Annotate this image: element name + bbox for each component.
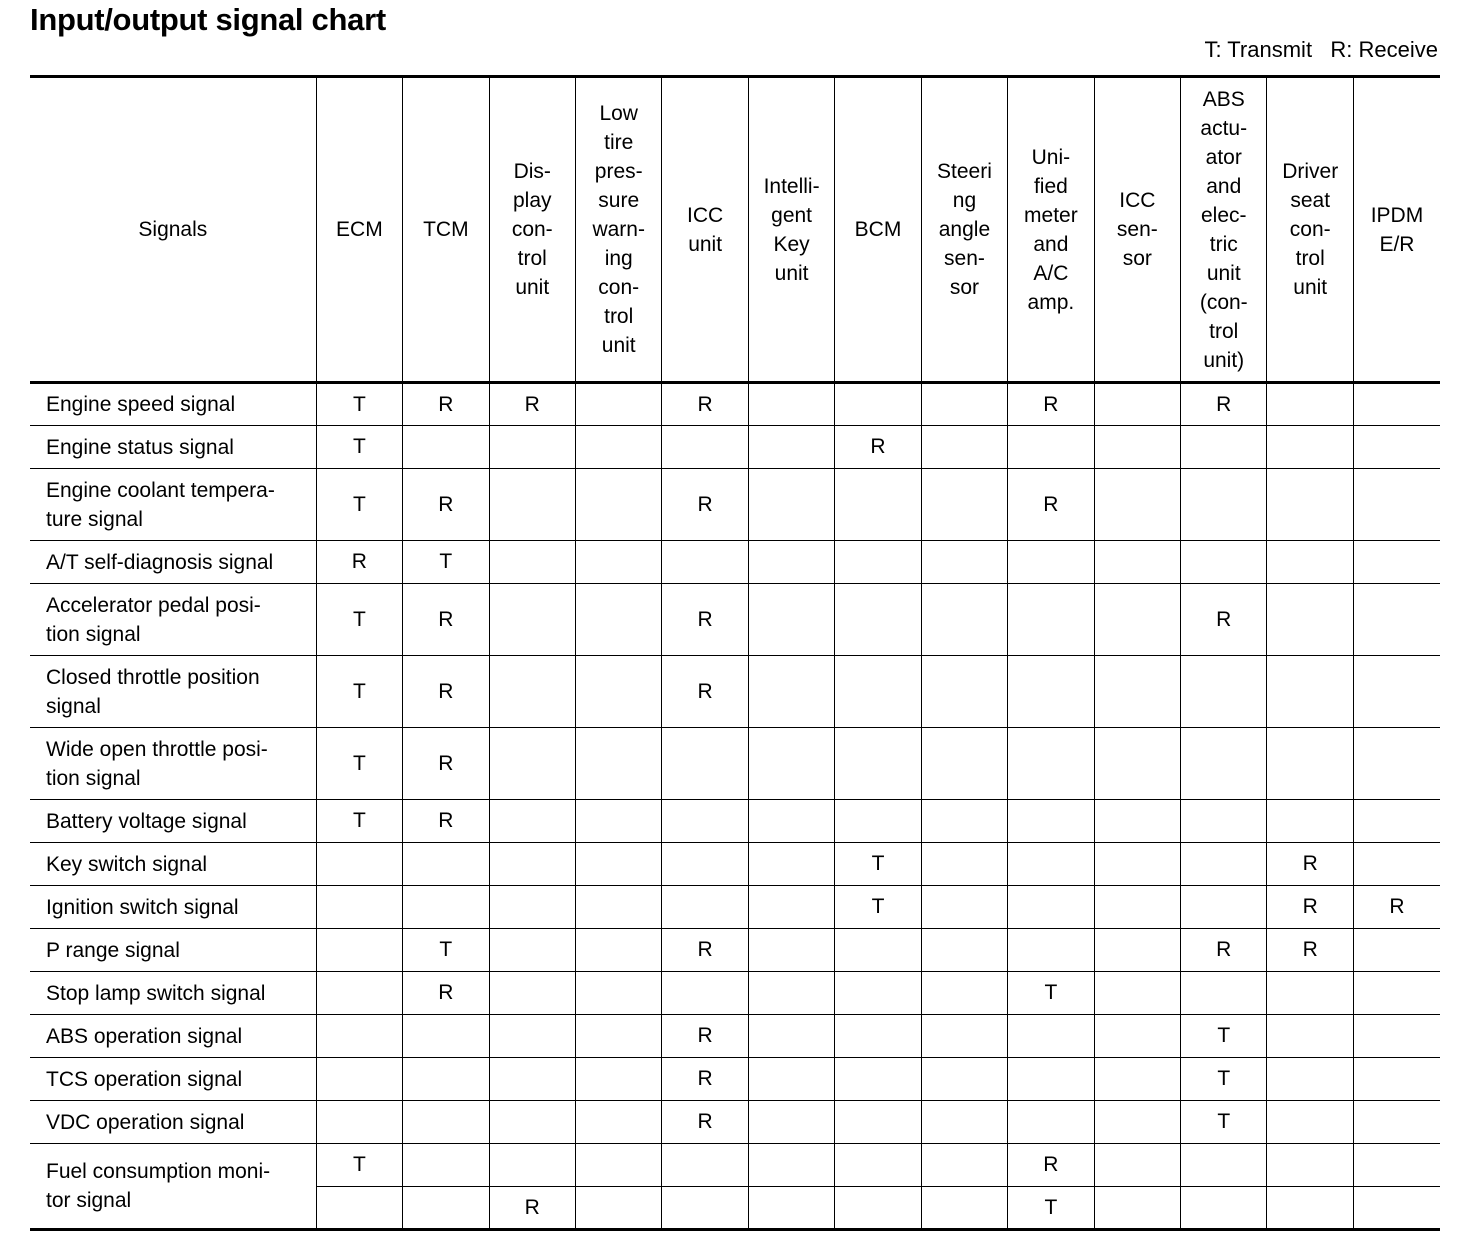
- signal-cell: [921, 1187, 1007, 1230]
- signal-cell: R: [316, 541, 402, 584]
- table-row: [30, 656, 1440, 728]
- signal-cell: [1267, 1187, 1353, 1230]
- signal-cell: [1353, 800, 1440, 843]
- signal-name: Battery voltage signal: [30, 800, 316, 843]
- signal-cell: [575, 541, 661, 584]
- signal-cell: [835, 800, 921, 843]
- signal-cell: R: [662, 383, 748, 426]
- table-row: [30, 469, 1440, 541]
- column-header-tcm: TCM: [403, 77, 489, 383]
- signal-cell: [1267, 728, 1353, 800]
- signal-cell: [1267, 656, 1353, 728]
- signal-cell: R: [1267, 843, 1353, 886]
- signal-cell: [662, 800, 748, 843]
- signal-cell: R: [1181, 929, 1267, 972]
- signal-cell: T: [835, 886, 921, 929]
- signal-cell: [921, 1058, 1007, 1101]
- signal-cell: [316, 843, 402, 886]
- signal-cell: [575, 728, 661, 800]
- signal-cell: [1008, 728, 1094, 800]
- table-row: [30, 383, 1440, 426]
- signal-cell: [489, 843, 575, 886]
- signal-cell: R: [403, 383, 489, 426]
- signal-cell: [921, 656, 1007, 728]
- signal-name: Accelerator pedal posi- tion signal: [30, 584, 316, 656]
- signal-cell: T: [316, 800, 402, 843]
- page-title: Input/output signal chart: [30, 2, 386, 37]
- signal-cell: [575, 469, 661, 541]
- signal-cell: [1094, 1058, 1180, 1101]
- signal-cell: [921, 972, 1007, 1015]
- signal-cell: [575, 584, 661, 656]
- signal-cell: [1353, 656, 1440, 728]
- signal-cell: [575, 426, 661, 469]
- table-row: [30, 843, 1440, 886]
- signal-cell: [316, 886, 402, 929]
- signal-cell: T: [403, 541, 489, 584]
- signal-cell: [1353, 584, 1440, 656]
- signal-cell: [489, 1144, 575, 1187]
- column-header-display-control-unit: Dis- play con- trol unit: [489, 77, 575, 383]
- signal-cell: [1353, 541, 1440, 584]
- signal-cell: [662, 972, 748, 1015]
- signal-cell: [403, 1144, 489, 1187]
- signal-cell: [316, 929, 402, 972]
- signal-cell: [1267, 383, 1353, 426]
- signal-cell: R: [403, 800, 489, 843]
- signal-cell: [662, 728, 748, 800]
- table-row: [30, 426, 1440, 469]
- signal-cell: [1094, 929, 1180, 972]
- column-header-icc-unit: ICC unit: [662, 77, 748, 383]
- signal-cell: R: [662, 1101, 748, 1144]
- signal-cell: [748, 972, 834, 1015]
- signal-cell: [489, 886, 575, 929]
- signal-cell: R: [1008, 383, 1094, 426]
- signal-cell: [316, 1058, 402, 1101]
- signal-cell: [1008, 800, 1094, 843]
- signal-cell: R: [1353, 886, 1440, 929]
- signal-name: Ignition switch signal: [30, 886, 316, 929]
- signal-name: Wide open throttle posi- tion signal: [30, 728, 316, 800]
- signals-header: Signals: [30, 77, 316, 383]
- signal-cell: R: [662, 929, 748, 972]
- signal-cell: [575, 1144, 661, 1187]
- signal-cell: [921, 1101, 1007, 1144]
- signal-cell: [835, 656, 921, 728]
- table-row: [30, 1015, 1440, 1058]
- signal-cell: [1094, 1101, 1180, 1144]
- signal-cell: T: [316, 728, 402, 800]
- signal-cell: [1267, 469, 1353, 541]
- signal-cell: [1353, 728, 1440, 800]
- signal-name: ABS operation signal: [30, 1015, 316, 1058]
- signal-cell: [921, 426, 1007, 469]
- signal-cell: [1008, 929, 1094, 972]
- signal-cell: [575, 1187, 661, 1230]
- signal-cell: [489, 656, 575, 728]
- signal-cell: [748, 728, 834, 800]
- signal-cell: [1267, 1101, 1353, 1144]
- signal-cell: T: [316, 469, 402, 541]
- signal-cell: T: [316, 656, 402, 728]
- signal-cell: [662, 426, 748, 469]
- signal-cell: [1353, 1144, 1440, 1187]
- signal-cell: [1181, 656, 1267, 728]
- signal-cell: [575, 383, 661, 426]
- signal-cell: [1353, 469, 1440, 541]
- signal-cell: [1094, 584, 1180, 656]
- signal-cell: [1094, 1015, 1180, 1058]
- signal-cell: [921, 469, 1007, 541]
- signal-cell: [1094, 843, 1180, 886]
- signal-cell: [748, 1144, 834, 1187]
- signal-cell: [1094, 656, 1180, 728]
- signal-cell: [662, 843, 748, 886]
- signal-cell: [748, 1101, 834, 1144]
- signal-cell: [1181, 1144, 1267, 1187]
- signal-cell: R: [1008, 1144, 1094, 1187]
- signal-cell: [575, 800, 661, 843]
- signal-cell: [1181, 843, 1267, 886]
- signal-cell: [1267, 1058, 1353, 1101]
- signal-name: Engine speed signal: [30, 383, 316, 426]
- signal-cell: [921, 886, 1007, 929]
- signal-cell: [403, 1187, 489, 1230]
- signal-name: Engine status signal: [30, 426, 316, 469]
- signal-cell: [1181, 541, 1267, 584]
- signal-cell: [575, 843, 661, 886]
- signal-cell: [1181, 800, 1267, 843]
- signal-cell: [489, 1101, 575, 1144]
- column-header-bcm: BCM: [835, 77, 921, 383]
- signal-cell: [748, 469, 834, 541]
- signal-cell: T: [316, 1144, 402, 1187]
- signal-cell: [1008, 886, 1094, 929]
- signal-cell: [316, 1187, 402, 1230]
- signal-cell: [1353, 1187, 1440, 1230]
- column-header-icc-sensor: ICC sen- sor: [1094, 77, 1180, 383]
- signal-cell: [748, 843, 834, 886]
- signal-cell: [1008, 1015, 1094, 1058]
- signal-cell: R: [403, 584, 489, 656]
- signal-cell: T: [1181, 1058, 1267, 1101]
- legend: T: Transmit R: Receive: [1204, 37, 1438, 62]
- signal-cell: [921, 1144, 1007, 1187]
- signal-cell: [1008, 1101, 1094, 1144]
- signal-cell: T: [316, 584, 402, 656]
- signal-cell: [748, 584, 834, 656]
- column-header-driver-seat-control-unit: Driver seat con- trol unit: [1267, 77, 1353, 383]
- signal-cell: [748, 426, 834, 469]
- signal-cell: [489, 972, 575, 1015]
- column-header-intelligent-key-unit: Intelli- gent Key unit: [748, 77, 834, 383]
- signal-cell: [662, 1144, 748, 1187]
- signal-cell: [1353, 972, 1440, 1015]
- signal-cell: R: [1267, 886, 1353, 929]
- signal-cell: [403, 886, 489, 929]
- signal-cell: [489, 584, 575, 656]
- signal-cell: [1267, 584, 1353, 656]
- column-header-ecm: ECM: [316, 77, 402, 383]
- signal-cell: [748, 1015, 834, 1058]
- signal-cell: [921, 1015, 1007, 1058]
- signal-cell: R: [489, 383, 575, 426]
- signal-cell: [316, 972, 402, 1015]
- signal-cell: [403, 1015, 489, 1058]
- signal-cell: [835, 929, 921, 972]
- signal-cell: R: [662, 1058, 748, 1101]
- signal-cell: R: [835, 426, 921, 469]
- signal-cell: [835, 1101, 921, 1144]
- signal-cell: R: [489, 1187, 575, 1230]
- signal-cell: [1267, 426, 1353, 469]
- signal-cell: R: [1181, 383, 1267, 426]
- table-row: [30, 541, 1440, 584]
- signal-cell: T: [403, 929, 489, 972]
- signal-cell: T: [835, 843, 921, 886]
- signal-cell: [662, 886, 748, 929]
- signal-cell: [1267, 972, 1353, 1015]
- signal-cell: [1094, 886, 1180, 929]
- signal-cell: R: [662, 1015, 748, 1058]
- signal-cell: T: [1181, 1101, 1267, 1144]
- signal-cell: [1353, 1101, 1440, 1144]
- signal-cell: R: [403, 656, 489, 728]
- signal-cell: [921, 584, 1007, 656]
- signal-cell: [1181, 469, 1267, 541]
- signal-cell: [921, 843, 1007, 886]
- signal-cell: [748, 541, 834, 584]
- signal-cell: [835, 1187, 921, 1230]
- signal-cell: [748, 800, 834, 843]
- signal-cell: [1353, 843, 1440, 886]
- signal-cell: [1094, 1144, 1180, 1187]
- signal-cell: [1267, 800, 1353, 843]
- signal-cell: [748, 1187, 834, 1230]
- signal-name: Closed throttle position signal: [30, 656, 316, 728]
- signal-cell: T: [316, 426, 402, 469]
- table-row: [30, 728, 1440, 800]
- signal-cell: [748, 886, 834, 929]
- signal-cell: [403, 843, 489, 886]
- signal-name: Engine coolant tempera- ture signal: [30, 469, 316, 541]
- signal-cell: [1008, 584, 1094, 656]
- signal-cell: [403, 426, 489, 469]
- signal-cell: [1008, 541, 1094, 584]
- signal-cell: [1353, 929, 1440, 972]
- column-header-unified-meter-and-ac-amp: Uni- fied meter and A/C amp.: [1008, 77, 1094, 383]
- signal-cell: [921, 800, 1007, 843]
- signal-cell: [489, 1015, 575, 1058]
- header-row: [30, 77, 1440, 383]
- signal-cell: [1008, 1058, 1094, 1101]
- signal-cell: R: [662, 469, 748, 541]
- signal-cell: [1181, 972, 1267, 1015]
- signal-cell: [662, 541, 748, 584]
- signal-cell: [1353, 383, 1440, 426]
- signal-cell: R: [662, 656, 748, 728]
- signal-cell: [921, 929, 1007, 972]
- signal-cell: [489, 800, 575, 843]
- signal-cell: R: [1267, 929, 1353, 972]
- signal-cell: T: [1008, 1187, 1094, 1230]
- signal-cell: [575, 656, 661, 728]
- signal-cell: [748, 383, 834, 426]
- signal-chart-table: [30, 75, 1440, 1231]
- signal-name: Stop lamp switch signal: [30, 972, 316, 1015]
- column-header-steering-angle-sensor: Steeri ng angle sen- sor: [921, 77, 1007, 383]
- signal-cell: [1094, 383, 1180, 426]
- signal-cell: [921, 728, 1007, 800]
- table-row: [30, 886, 1440, 929]
- table-row: [30, 800, 1440, 843]
- table-row: [30, 1101, 1440, 1144]
- signal-cell: [835, 541, 921, 584]
- signal-cell: [575, 972, 661, 1015]
- signal-cell: [748, 1058, 834, 1101]
- signal-cell: [835, 1058, 921, 1101]
- signal-cell: [316, 1101, 402, 1144]
- signal-cell: [1181, 426, 1267, 469]
- signal-cell: [1094, 541, 1180, 584]
- signal-cell: [1267, 541, 1353, 584]
- table-row: [30, 972, 1440, 1015]
- signal-cell: [1267, 1144, 1353, 1187]
- column-header-low-tire-pressure-warning-control-unit: Low tire pres- sure warn- ing con- trol unit: [575, 77, 661, 383]
- signal-cell: R: [662, 584, 748, 656]
- signal-cell: [489, 1058, 575, 1101]
- signal-cell: [489, 929, 575, 972]
- signal-cell: [1094, 800, 1180, 843]
- signal-cell: [1094, 469, 1180, 541]
- signal-cell: [575, 886, 661, 929]
- signal-cell: [316, 1015, 402, 1058]
- signal-cell: [748, 929, 834, 972]
- signal-cell: [1008, 843, 1094, 886]
- signal-cell: [1353, 1015, 1440, 1058]
- signal-cell: [1094, 426, 1180, 469]
- signal-cell: [835, 469, 921, 541]
- signal-cell: [489, 728, 575, 800]
- signal-cell: [575, 1101, 661, 1144]
- signal-name: A/T self-diagnosis signal: [30, 541, 316, 584]
- signal-cell: [403, 1058, 489, 1101]
- signal-cell: R: [1181, 584, 1267, 656]
- signal-cell: R: [403, 728, 489, 800]
- signal-cell: T: [316, 383, 402, 426]
- signal-cell: [835, 584, 921, 656]
- table-row: [30, 584, 1440, 656]
- signal-cell: [489, 469, 575, 541]
- column-header-ipdm-er: IPDM E/R: [1353, 77, 1440, 383]
- signal-cell: [748, 656, 834, 728]
- signal-cell: R: [1008, 469, 1094, 541]
- signal-cell: [662, 1187, 748, 1230]
- column-header-abs-actuator-and-electric-unit: ABS actu- ator and elec- tric unit (con- trol unit): [1181, 77, 1267, 383]
- signal-cell: [835, 1144, 921, 1187]
- signal-cell: [1094, 728, 1180, 800]
- signal-cell: T: [1008, 972, 1094, 1015]
- signal-name: P range signal: [30, 929, 316, 972]
- signal-cell: [1008, 426, 1094, 469]
- signal-cell: [575, 1058, 661, 1101]
- signal-cell: [1353, 1058, 1440, 1101]
- signal-cell: [575, 929, 661, 972]
- signal-cell: [1181, 886, 1267, 929]
- table-row: [30, 1144, 1440, 1187]
- signal-name: Key switch signal: [30, 843, 316, 886]
- signal-cell: T: [1181, 1015, 1267, 1058]
- signal-cell: [489, 541, 575, 584]
- signal-cell: [1181, 728, 1267, 800]
- signal-name: VDC operation signal: [30, 1101, 316, 1144]
- table-row: [30, 929, 1440, 972]
- signal-name: Fuel consumption moni- tor signal: [30, 1144, 316, 1230]
- signal-cell: [1181, 1187, 1267, 1230]
- table-row: [30, 1058, 1440, 1101]
- signal-cell: R: [403, 972, 489, 1015]
- signal-cell: [1094, 972, 1180, 1015]
- signal-cell: [835, 728, 921, 800]
- signal-cell: [921, 541, 1007, 584]
- signal-cell: [1008, 656, 1094, 728]
- signal-cell: [489, 426, 575, 469]
- signal-cell: [403, 1101, 489, 1144]
- signal-cell: [835, 383, 921, 426]
- signal-name: TCS operation signal: [30, 1058, 316, 1101]
- signal-cell: [835, 1015, 921, 1058]
- signal-cell: R: [403, 469, 489, 541]
- signal-cell: [1094, 1187, 1180, 1230]
- signal-cell: [921, 383, 1007, 426]
- signal-cell: [1267, 1015, 1353, 1058]
- signal-cell: [835, 972, 921, 1015]
- signal-cell: [1353, 426, 1440, 469]
- signal-cell: [575, 1015, 661, 1058]
